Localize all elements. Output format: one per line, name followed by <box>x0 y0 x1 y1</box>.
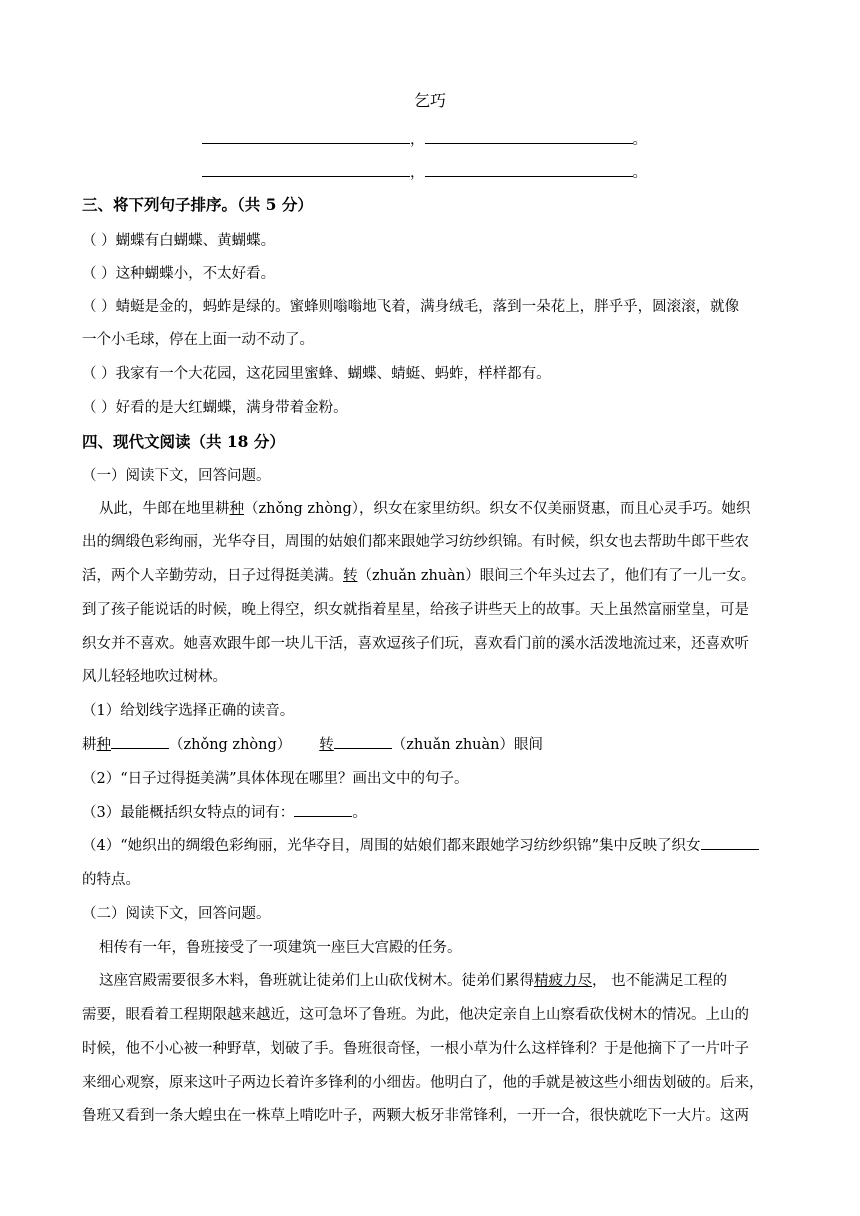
sort-item-3-cont: 一个小毛球，停在上面一动不动了。 <box>82 332 314 348</box>
answer-blank[interactable] <box>202 175 410 177</box>
passage1-line-2: 出的绸缎色彩绚丽，光华夺目，周围的姑娘们都来跟她学习纺纱织锦。有时候，织女也去帮助牛郎干些农 <box>82 534 749 550</box>
passage1-line-4: 到了孩子能说话的时候，晚上得空，织女就指着星星，给孩子讲些天上的故事。天上虽然富丽堂皇，可是 <box>82 602 749 618</box>
answer-blank[interactable] <box>334 747 392 749</box>
passage2-line-2: 这座宫殿需要很多木料，鲁班就让徒弟们上山砍伐树木。徒弟们累得精疲力尽， 也不能满足工程的 <box>99 973 728 989</box>
passage2-line-6: 鲁班又看到一条大蝗虫在一株草上啃吃叶子，两颗大板牙非常锋利，一开一合，很快就吃下一大片。这两 <box>82 1108 749 1124</box>
passage1-line-6: 风儿轻轻地吹过树林。 <box>82 669 227 685</box>
part1-label: （一）阅读下文，回答问题。 <box>82 468 271 484</box>
question-4-cont: 的特点。 <box>82 872 140 888</box>
passage1-line-3: 活，两个人辛勤劳动，日子过得挺美满。转（zhuǎn zhuàn）眼间三个年头过去了，他们有了一儿一女。 <box>82 568 756 584</box>
answer-blank[interactable] <box>202 142 410 144</box>
answer-blank[interactable] <box>111 747 169 749</box>
part2-label: （二）阅读下文，回答问题。 <box>82 906 271 922</box>
sort-item-5: （ ）好看的是大红蝴蝶，满身带着金粉。 <box>82 400 348 416</box>
question-2: （2）“日子过得挺美满”具体体现在哪里？画出文中的句子。 <box>82 771 469 787</box>
blank-row-1: ， 。 <box>202 128 647 149</box>
question-1-options: 耕种 （zhǒng zhòng） 转 （zhuǎn zhuàn）眼间 <box>82 737 543 753</box>
section4-heading: 四、现代文阅读（共 18 分） <box>82 432 285 451</box>
passage2-line-5: 来细心观察，原来这叶子两边长着许多锋利的小细齿。他明白了，他的手就是被这些小细齿划破的。后来， <box>82 1075 764 1091</box>
answer-blank[interactable] <box>701 848 759 850</box>
answer-blank[interactable] <box>425 142 633 144</box>
answer-blank[interactable] <box>425 175 633 177</box>
answer-blank[interactable] <box>294 815 352 817</box>
passage2-line-1: 相传有一年，鲁班接受了一项建筑一座巨大宫殿的任务。 <box>99 940 462 956</box>
sort-item-1: （ ）蝴蝶有白蝴蝶、黄蝴蝶。 <box>82 233 276 249</box>
poem-title: 乞巧 <box>413 91 446 110</box>
passage1-line-5: 织女并不喜欢。她喜欢跟牛郎一块儿干活，喜欢逗孩子们玩，喜欢看门前的溪水活泼地流过来，还喜欢听 <box>82 636 749 652</box>
sort-item-4: （ ）我家有一个大花园，这花园里蜜蜂、蝴蝶、蜻蜓、蚂蚱，样样都有。 <box>82 366 551 382</box>
question-1: （1）给划线字选择正确的读音。 <box>82 703 295 719</box>
sort-item-2: （ ）这种蝴蝶小，不太好看。 <box>82 266 276 282</box>
question-4: （4）“她织出的绸缎色彩绚丽，光华夺目，周围的姑娘们都来跟她学习纺纱织锦”集中反映了织女 <box>82 834 759 855</box>
passage1-line-1: 从此，牛郎在地里耕种（zhǒng zhòng），织女在家里纺织。织女不仅美丽贤惠，而且心灵手巧。她织 <box>99 501 751 517</box>
blank-row-2: ， 。 <box>202 161 647 182</box>
passage2-line-3: 需要，眼看着工程期限越来越近，这可急坏了鲁班。为此，他决定亲自上山察看砍伐树木的情况。上山的 <box>82 1007 749 1023</box>
sort-item-3: （ ）蜻蜓是金的，蚂蚱是绿的。蜜蜂则嗡嗡地飞着，满身绒毛，落到一朵花上，胖乎乎，圆滚滚，就像 <box>82 299 740 315</box>
section3-heading: 三、将下列句子排序。（共 5 分） <box>82 195 313 214</box>
passage2-line-4: 时候，他不小心被一种野草，划破了手。鲁班很奇怪，一根小草为什么这样锋利？于是他摘下了一片叶子 <box>82 1041 749 1057</box>
question-3: （3）最能概括织女特点的词有： 。 <box>82 805 367 821</box>
